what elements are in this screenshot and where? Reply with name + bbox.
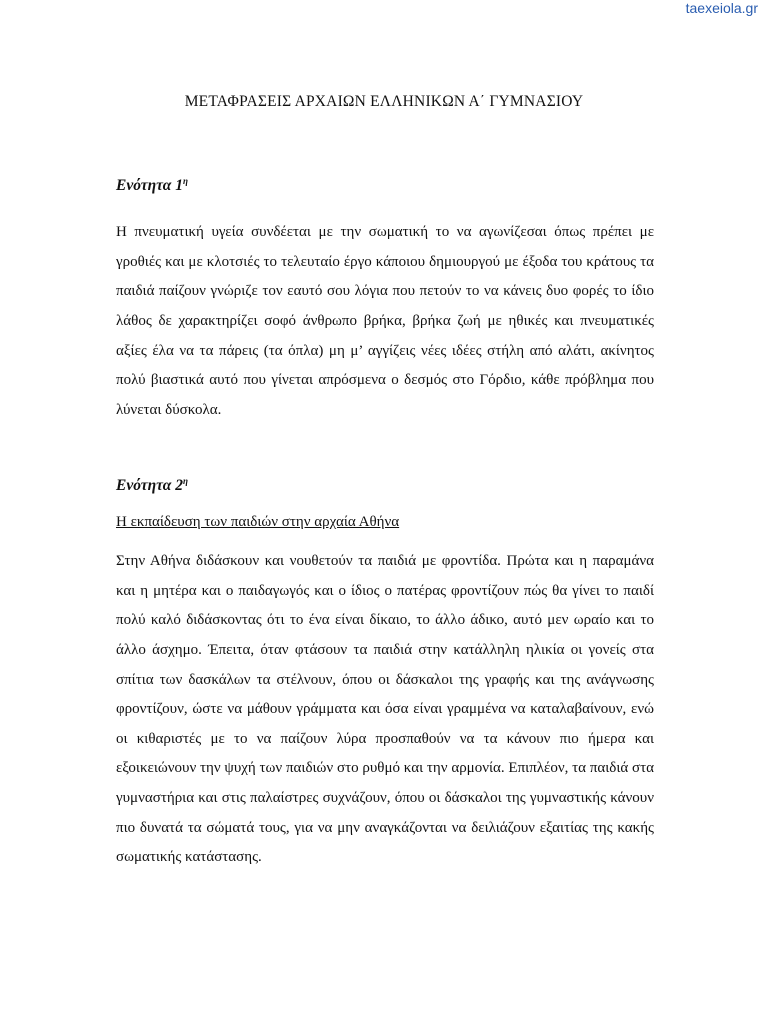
section-2 (116, 476, 654, 873)
site-link[interactable]: taexeiola.gr (685, 0, 758, 16)
section-1-heading-ordinal: η (183, 176, 188, 186)
section-1-heading-text: Ενότητα 1 (116, 177, 183, 195)
section-1-paragraph: Η πνευματική υγεία συνδέεται με την σωματική το να αγωνίζεσαι όπως πρέπει με γροθιές και με κλοτσιές το τελευταίο έργο κάποιου δημιουργού με έξοδα του κράτους τα παιδιά παίζουν γνώριζε τον εαυτό σου λόγια που πετούν το να κάνεις δυο φορές το ίδιο λάθος δε χαρακτηρίζει σοφό άνθρωπο βρήκα, βρήκα ζωή με ηθικές και πνευματικές αξίες έλα να τα πάρεις (τα όπλα) μη μ’ αγγίζεις νέες ιδέες στήλη από αλάτι, ακίνητος πολύ βιαστικά αυτό που γίνεται απρόσμενα ο δεσμός στο Γόρδιο, κάθε πρόβλημα που λύνεται δύσκολα. (116, 224, 654, 418)
section-2-heading-text: Ενότητα 2 (116, 477, 183, 495)
section-1-heading (116, 176, 654, 195)
page-title: ΜΕΤΑΦΡΑΣΕΙΣ ΑΡΧΑΙΩΝ ΕΛΛΗΝΙΚΩΝ Α΄ ΓΥΜΝΑΣΙΟΥ (184, 93, 584, 110)
section-2-heading-ordinal: η (183, 476, 188, 486)
section-2-paragraph: Στην Αθήνα διδάσκουν και νουθετούν τα παιδιά με φροντίδα. Πρώτα και η παραμάνα και η μητέρα και ο παιδαγωγός και ο ίδιος ο πατέρας φροντίζουν πώς θα γίνει το παιδί πολύ καλό διδάσκοντας ότι το ένα είναι δίκαιο, το άλλο άδικο, αυτό μεν ωραίο και το άλλο άσχημο. Έπειτα, όταν φτάσουν τα παιδιά στην κατάλληλη ηλικία οι γονείς στα σπίτια των δασκάλων τα στέλνουν, όπου οι δάσκαλοι της γραφής και της ανάγνωσης φροντίζουν, ώστε να μάθουν γράμματα και όσα είναι γραμμένα να καταλαβαίνουν, ενώ οι κιθαριστές με το να παίζουν λύρα προσπαθούν να τα κάνουν πιο ήμερα και εξοικειώνουν την ψυχή των παιδιών στο ρυθμό και την αρμονία. Επιπλέον, τα παιδιά στα γυμναστήρια και στις παλαίστρες συχνάζουν, όπου οι δάσκαλοι της γυμναστικής κάνουν πιο δυνατά τα σώματά τους, για να μην αναγκάζονται να δειλιάζουν εξαιτίας της κακής σωματικής κατάστασης. (116, 553, 654, 866)
section-1 (116, 176, 654, 425)
section-2-subheading: Η εκπαίδευση των παιδιών στην αρχαία Αθήνα (116, 514, 400, 531)
section-2-heading (116, 476, 654, 495)
